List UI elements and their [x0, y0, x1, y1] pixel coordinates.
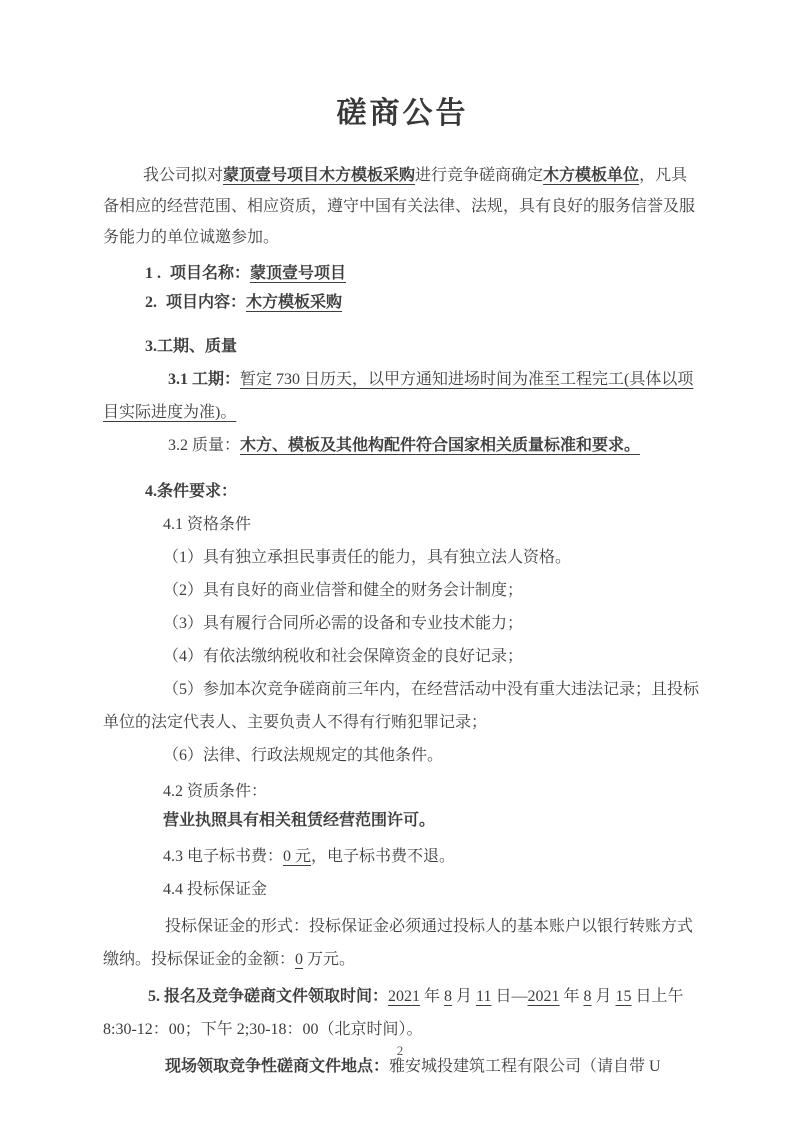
date-year-1: 2021 [388, 988, 421, 1005]
list-item-project-content [145, 288, 702, 317]
project-name-value: 蒙顶壹号项目 [250, 265, 347, 282]
intro-text-1: 我公司拟对 [143, 167, 224, 184]
section-3-2-value: 木方、模板及其他构配件符合国家相关质量标准和要求。 [240, 437, 641, 454]
item-number: 1 . [145, 265, 161, 282]
date-join-4: 年 [559, 988, 584, 1005]
condition-item-4: （4）有依法缴纳税收和社会保障资金的良好记录； [163, 648, 524, 665]
section-4-1-heading: 4.1 资格条件 [163, 516, 252, 533]
section-3-1-duration [103, 363, 702, 429]
section-4-2-heading: 4.2 资质条件： [163, 783, 268, 800]
section-4-3-rest: ，电子标书费不退。 [311, 848, 456, 865]
section-3-1-value: 暂定 730 日历天，以甲方通知进场时间为准至工程完工(具体以项目实际进度为准)。 [103, 371, 694, 421]
project-purchase-name: 蒙顶壹号项目木方模板采购 [223, 167, 416, 184]
page-title: 磋商公告 [336, 97, 469, 130]
date-month-1: 8 [444, 988, 453, 1005]
condition-item-5: （5）参加本次竞争磋商前三年内，在经营活动中没有重大违法记录；且投标单位的法定代表人、主要负责人不得有行贿犯罪记录； [103, 681, 700, 731]
section-3-heading: 3.工期、质量 [145, 338, 238, 355]
deposit-paragraph [103, 910, 702, 976]
intro-text-3: ，凡具备相应的经营范围、相应资质，遵守中国有关法律、法规，具有良好的服务信誉及服务能力的单位诚邀参加。 [103, 167, 696, 246]
section-3-2-quality [103, 429, 702, 462]
condition-item-6: （6）法律、行政法规规定的其他条件。 [163, 747, 444, 764]
item-number: 2. [145, 294, 157, 311]
pickup-location-value: 雅安城投建筑工程有限公司（请自带 U [389, 1058, 661, 1075]
section-4-3-label: 4.3 电子标书费： [163, 848, 284, 865]
date-join-1: 年 [420, 988, 445, 1005]
condition-item-1: （1）具有独立承担民事责任的能力，具有独立法人资格。 [163, 549, 572, 566]
supplier-unit-name: 木方模板单位 [543, 167, 640, 184]
date-join-5: 月 [591, 988, 616, 1005]
deposit-amount: 0 [295, 951, 304, 968]
date-day-1: 11 [476, 988, 492, 1005]
condition-item-3: （3）具有履行合同所必需的设备和专业技术能力； [163, 615, 524, 632]
section-5-schedule [103, 980, 702, 1046]
section-5-label: 5. 报名及竞争磋商文件领取时间： [148, 988, 389, 1005]
condition-item-2: （2）具有良好的商业信誉和健全的财务会计制度； [163, 582, 524, 599]
date-day-2: 15 [615, 988, 632, 1005]
deposit-text: 投标保证金的形式：投标保证金必须通过投标人的基本账户以银行转账方式缴纳。投标保证金的金额： [103, 918, 694, 968]
schedule-time-text: 日上午 8:30-12：00；下午 2;30-18：00（北京时间）。 [103, 988, 684, 1038]
list-item-project-name [145, 259, 702, 288]
date-join-3: 日— [491, 988, 528, 1005]
intro-paragraph [103, 160, 702, 253]
section-4-4-heading: 4.4 投标保证金 [163, 881, 268, 898]
section-4-2-value: 营业执照具有相关租赁经营范围许可。 [163, 812, 436, 829]
item-label: 项目内容： [166, 294, 247, 311]
section-4-3-fee [103, 840, 702, 873]
pickup-location-label: 现场领取竞争性磋商文件地点： [165, 1058, 390, 1075]
date-join-2: 月 [452, 988, 477, 1005]
section-4-heading: 4.条件要求： [145, 483, 238, 500]
date-year-2: 2021 [527, 988, 560, 1005]
project-content-value: 木方模板采购 [246, 294, 343, 311]
fee-amount: 0 元 [283, 848, 312, 865]
intro-text-2: 进行竞争磋商确定 [415, 167, 544, 184]
section-3-2-label: 3.2 质量： [168, 437, 241, 454]
item-label: 项目名称： [170, 265, 251, 282]
deposit-tail: 万元。 [303, 951, 356, 968]
date-month-2: 8 [583, 988, 592, 1005]
page-number: 2 [396, 1043, 404, 1058]
section-3-1-label: 3.1 工期： [168, 371, 241, 388]
